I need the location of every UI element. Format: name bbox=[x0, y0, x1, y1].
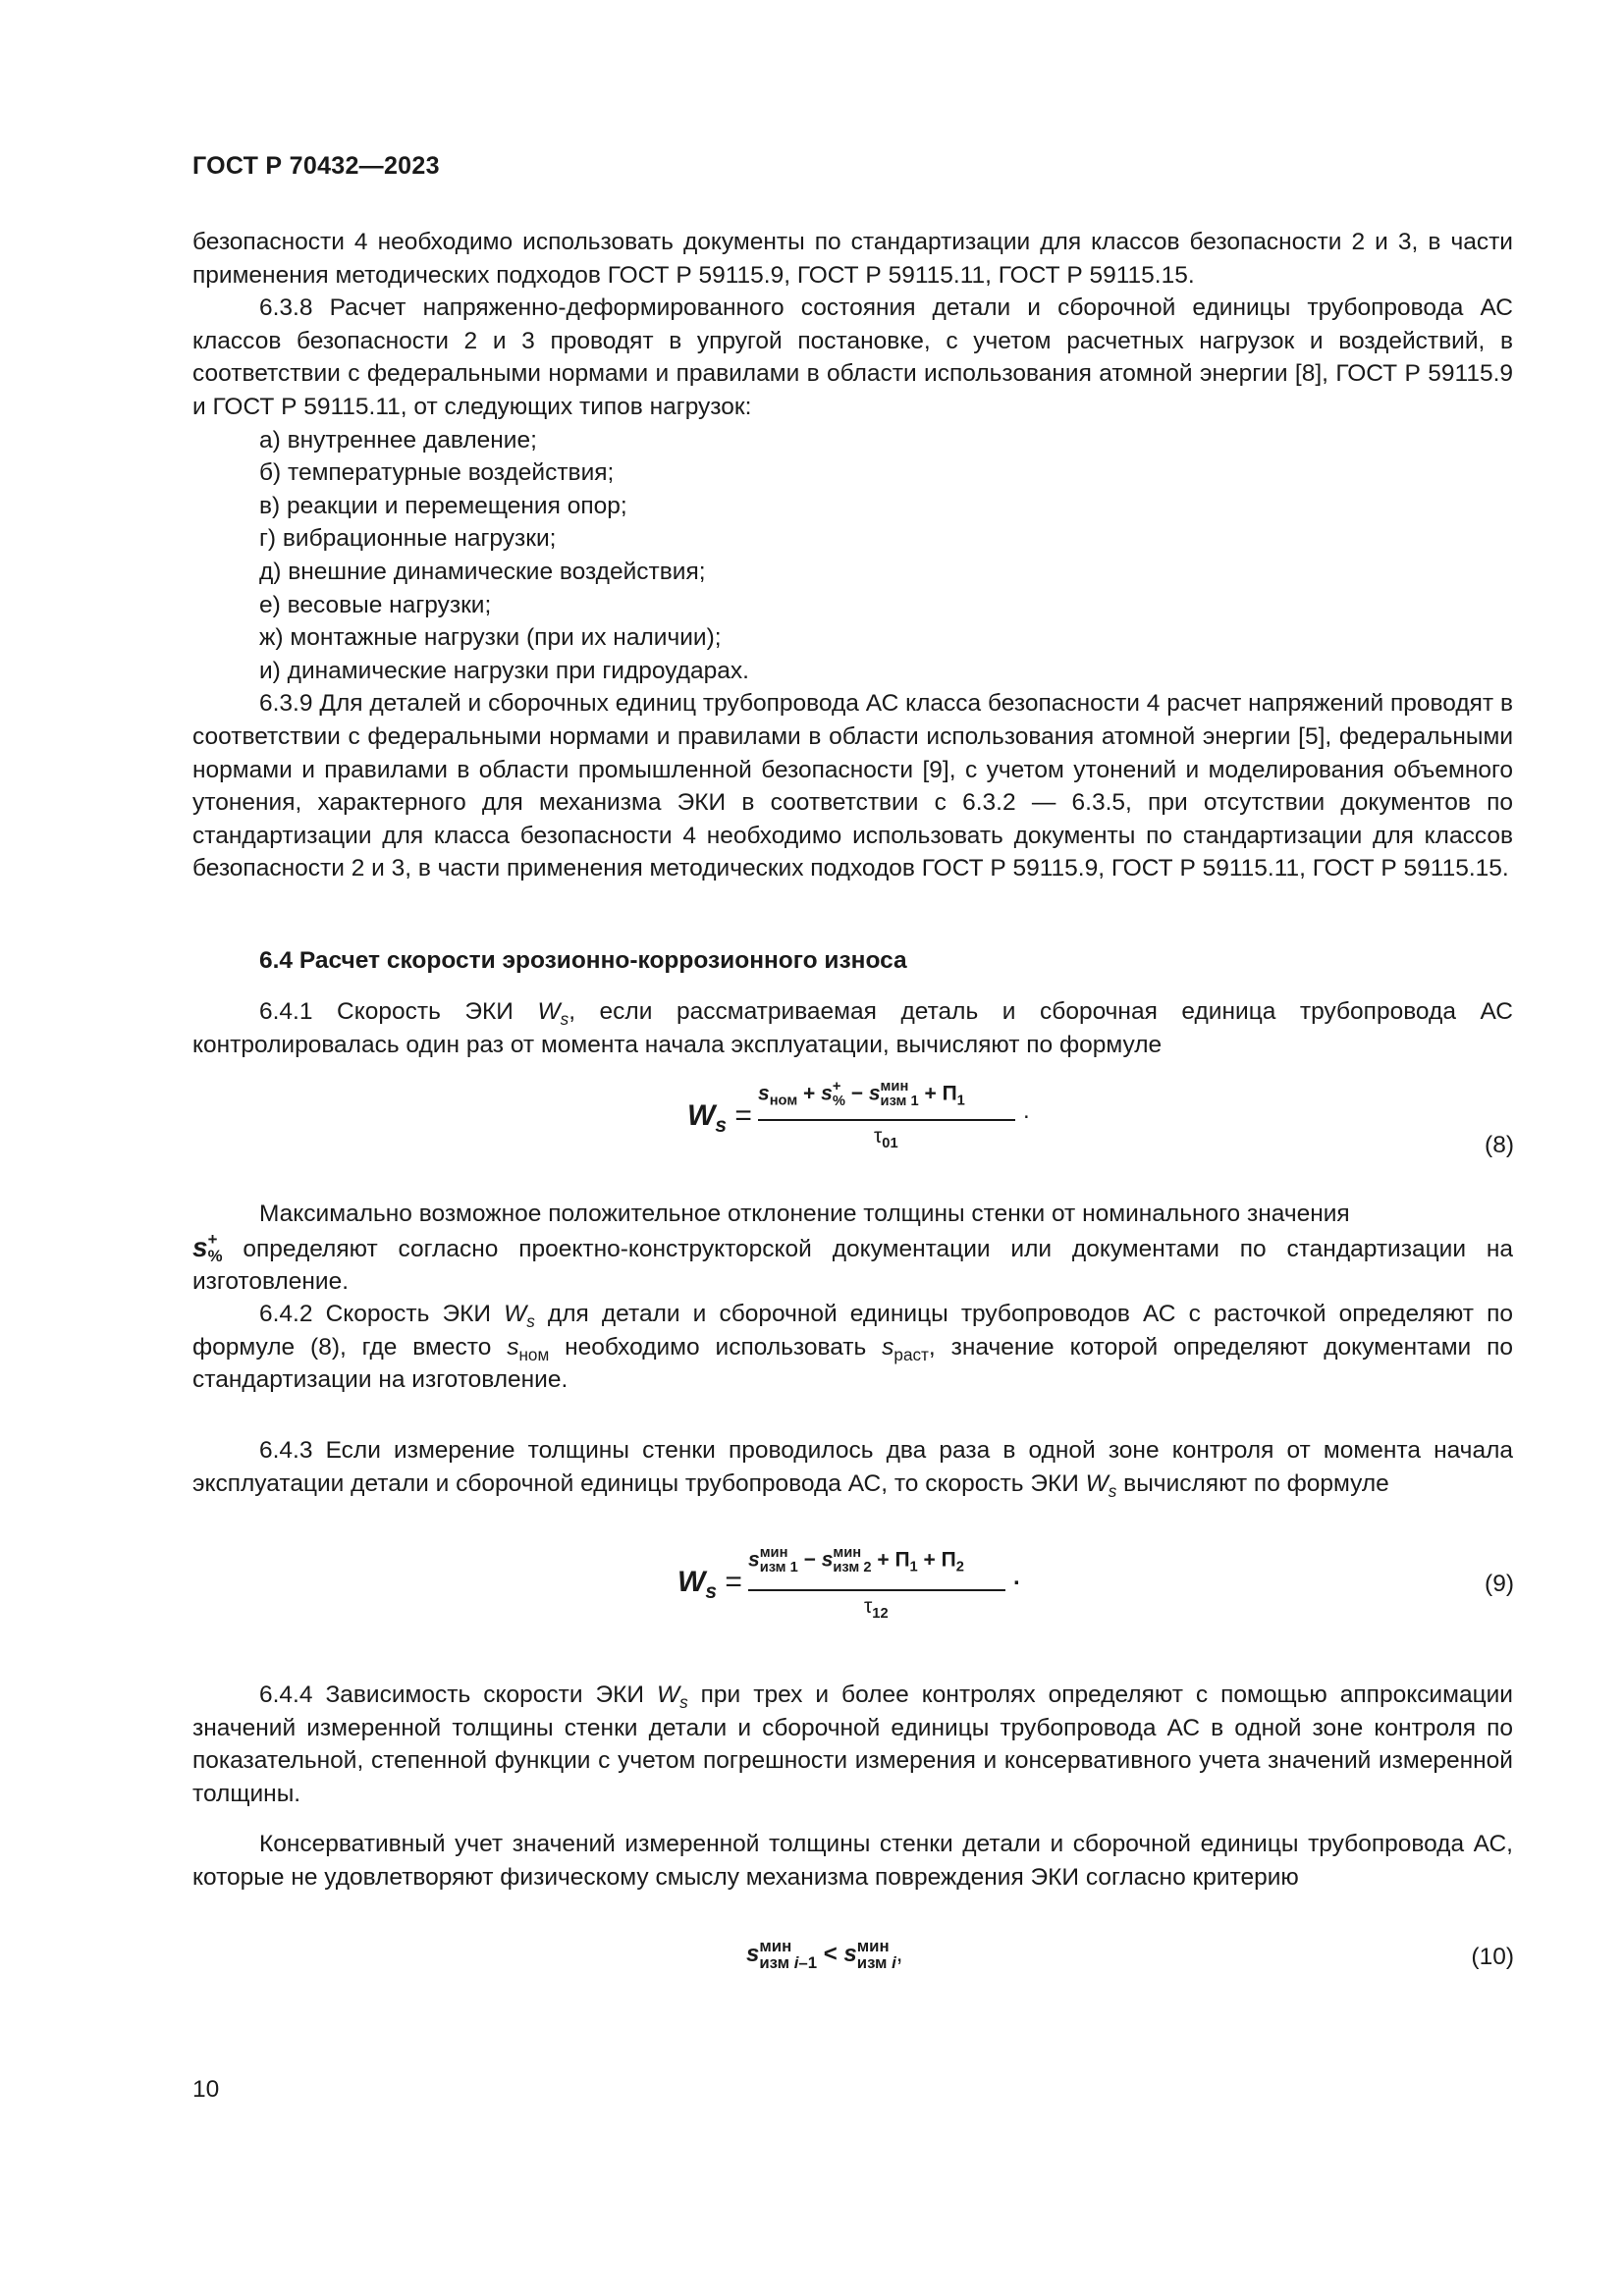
formula-9-fraction-bar bbox=[748, 1589, 1005, 1591]
formula-9: $W_s$ = s мин изм 1 − s мин изм 2 + $П_1 + П_2$ $\tau_{12}$ . bbox=[677, 1545, 1020, 1623]
formula-9-number: (9) bbox=[1485, 1571, 1514, 1597]
paragraph-6-3-8: 6.3.8 Расчет напряженно-деформированного состояния детали и сборочной единицы трубопровода АС классов безопасности 2 и 3 проводят в упругой постановке, с учетом расчетных нагрузок и воздействий, в соответствии с федеральными нормами и правилами в области использования атомной энергии [8], ГОСТ Р 59115.9 и ГОСТ Р 59115.11, от следующих типов нагрузок: bbox=[192, 294, 1513, 420]
text-block-1 bbox=[192, 226, 1513, 885]
paragraph-6-4-3: 6.4.3 Если измерение толщины стенки проводилось два раза в одной зоне контроля от момента начала эксплуатации детали и сборочной единицы трубопровода АС, то скорость ЭКИ $W_s$ вычисляют по формуле bbox=[192, 1437, 1513, 1501]
list-item: г) вибрационные нагрузки; bbox=[259, 525, 557, 553]
formula-10-number: (10) bbox=[1471, 1944, 1514, 1970]
paragraph-max-deviation: Максимально возможное положительное отклонение толщины стенки от номинального значения s + % определяют согласно проектно-конструкторской документации или документами по стандартизации на изготовление. bbox=[192, 1201, 1513, 1296]
paragraph-conservative: Консервативный учет значений измеренной толщины стенки детали и сборочной единицы трубопровода АС, которые не удовлетворяют физическому смыслу механизма повреждения ЭКИ согласно критерию bbox=[192, 1831, 1513, 1891]
paragraph-6-3-9: 6.3.9 Для деталей и сборочных единиц трубопровода АС класса безопасности 4 расчет напряжений проводят в соответствии с федеральными нормами и правилами в области использования атомной энергии [5], федеральными нормами и правилами в области промышленной безопасности [9], с учетом утонений и моделирования объемного утонения, характерного для механизма ЭКИ в соответствии с 6.3.2 — 6.3.5, при отсутствии документов по стандартизации для класса безопасности 4 необходимо использовать документы по стандартизации для классов безопасности 2 и 3, в части применения методических подходов ГОСТ Р 59115.9, ГОСТ Р 59115.11, ГОСТ Р 59115.15. bbox=[192, 690, 1513, 882]
formula-9-lhs: $W_s$ = bbox=[677, 1566, 742, 1603]
paragraph-6-4-1: 6.4.1 Скорость ЭКИ $W_s$, если рассматриваемая деталь и сборочная единица трубопровода АС контролировалась один раз от момента начала эксплуатации, вычисляют по формуле bbox=[192, 998, 1514, 1058]
page-number: 10 bbox=[192, 2076, 220, 2103]
formula-9-denominator: $\tau_{12}$ bbox=[864, 1595, 889, 1623]
list-item: а) внутреннее давление; bbox=[259, 426, 537, 454]
formula-8-numerator: $s_{ном} + s$ + % − s мин изм 1 + $П_1$ bbox=[758, 1079, 965, 1109]
list-item: е) весовые нагрузки; bbox=[259, 591, 492, 618]
list-item: и) динамические нагрузки при гидроударах. bbox=[259, 657, 749, 684]
section-heading-6-4: 6.4 Расчет скорости эрозионно-коррозионного износа bbox=[259, 947, 907, 974]
paragraph-6-4-4: 6.4.4 Зависимость скорости ЭКИ $W_s$ при трех и более контролях определяют с помощью аппроксимации значений измеренной толщины стенки детали и сборочной единицы трубопровода АС в одной зоне контроля по показательной, степенной функции с учетом погрешности измерения и консервативного учета значений измеренной толщины. bbox=[192, 1682, 1513, 1807]
list-item: б) температурные воздействия; bbox=[259, 459, 615, 487]
formula-8-number: (8) bbox=[1485, 1132, 1514, 1158]
formula-9-numerator: s мин изм 1 − s мин изм 2 + $П_1 + П_2$ bbox=[748, 1545, 964, 1575]
document-id: ГОСТ Р 70432—2023 bbox=[192, 152, 440, 180]
paragraph-6-4-2: 6.4.2 Скорость ЭКИ $W_s$ для детали и сборочной единицы трубопроводов АС с расточкой определяют по формуле (8), где вместо $s_{ном}$ необходимо использовать $s_{раст}$, значение которой определяют документами по стандартизации на изготовление. bbox=[192, 1301, 1514, 1394]
formula-8-denominator: $\tau_{01}$ bbox=[874, 1125, 898, 1152]
paragraph-continuation: безопасности 4 необходимо использовать документы по стандартизации для классов безопасности 2 и 3, в части применения методических подходов ГОСТ Р 59115.9, ГОСТ Р 59115.11, ГОСТ Р 59115.15. bbox=[192, 229, 1513, 289]
list-item: в) реакции и перемещения опор; bbox=[259, 492, 627, 519]
formula-8-fraction-bar bbox=[758, 1119, 1015, 1121]
formula-8: $W_s$ = $s_{ном} + s$ + % − s мин изм 1 + $П_1$ $\tau_{01}$ . bbox=[687, 1079, 1030, 1152]
formula-8-lhs: $W_s$ = bbox=[687, 1099, 752, 1137]
list-item: д) внешние динамические воздействия; bbox=[259, 558, 706, 585]
list-item: ж) монтажные нагрузки (при их наличии); bbox=[259, 624, 722, 652]
formula-10: s мин изм i–1 < s мин изм i , bbox=[746, 1937, 903, 1972]
